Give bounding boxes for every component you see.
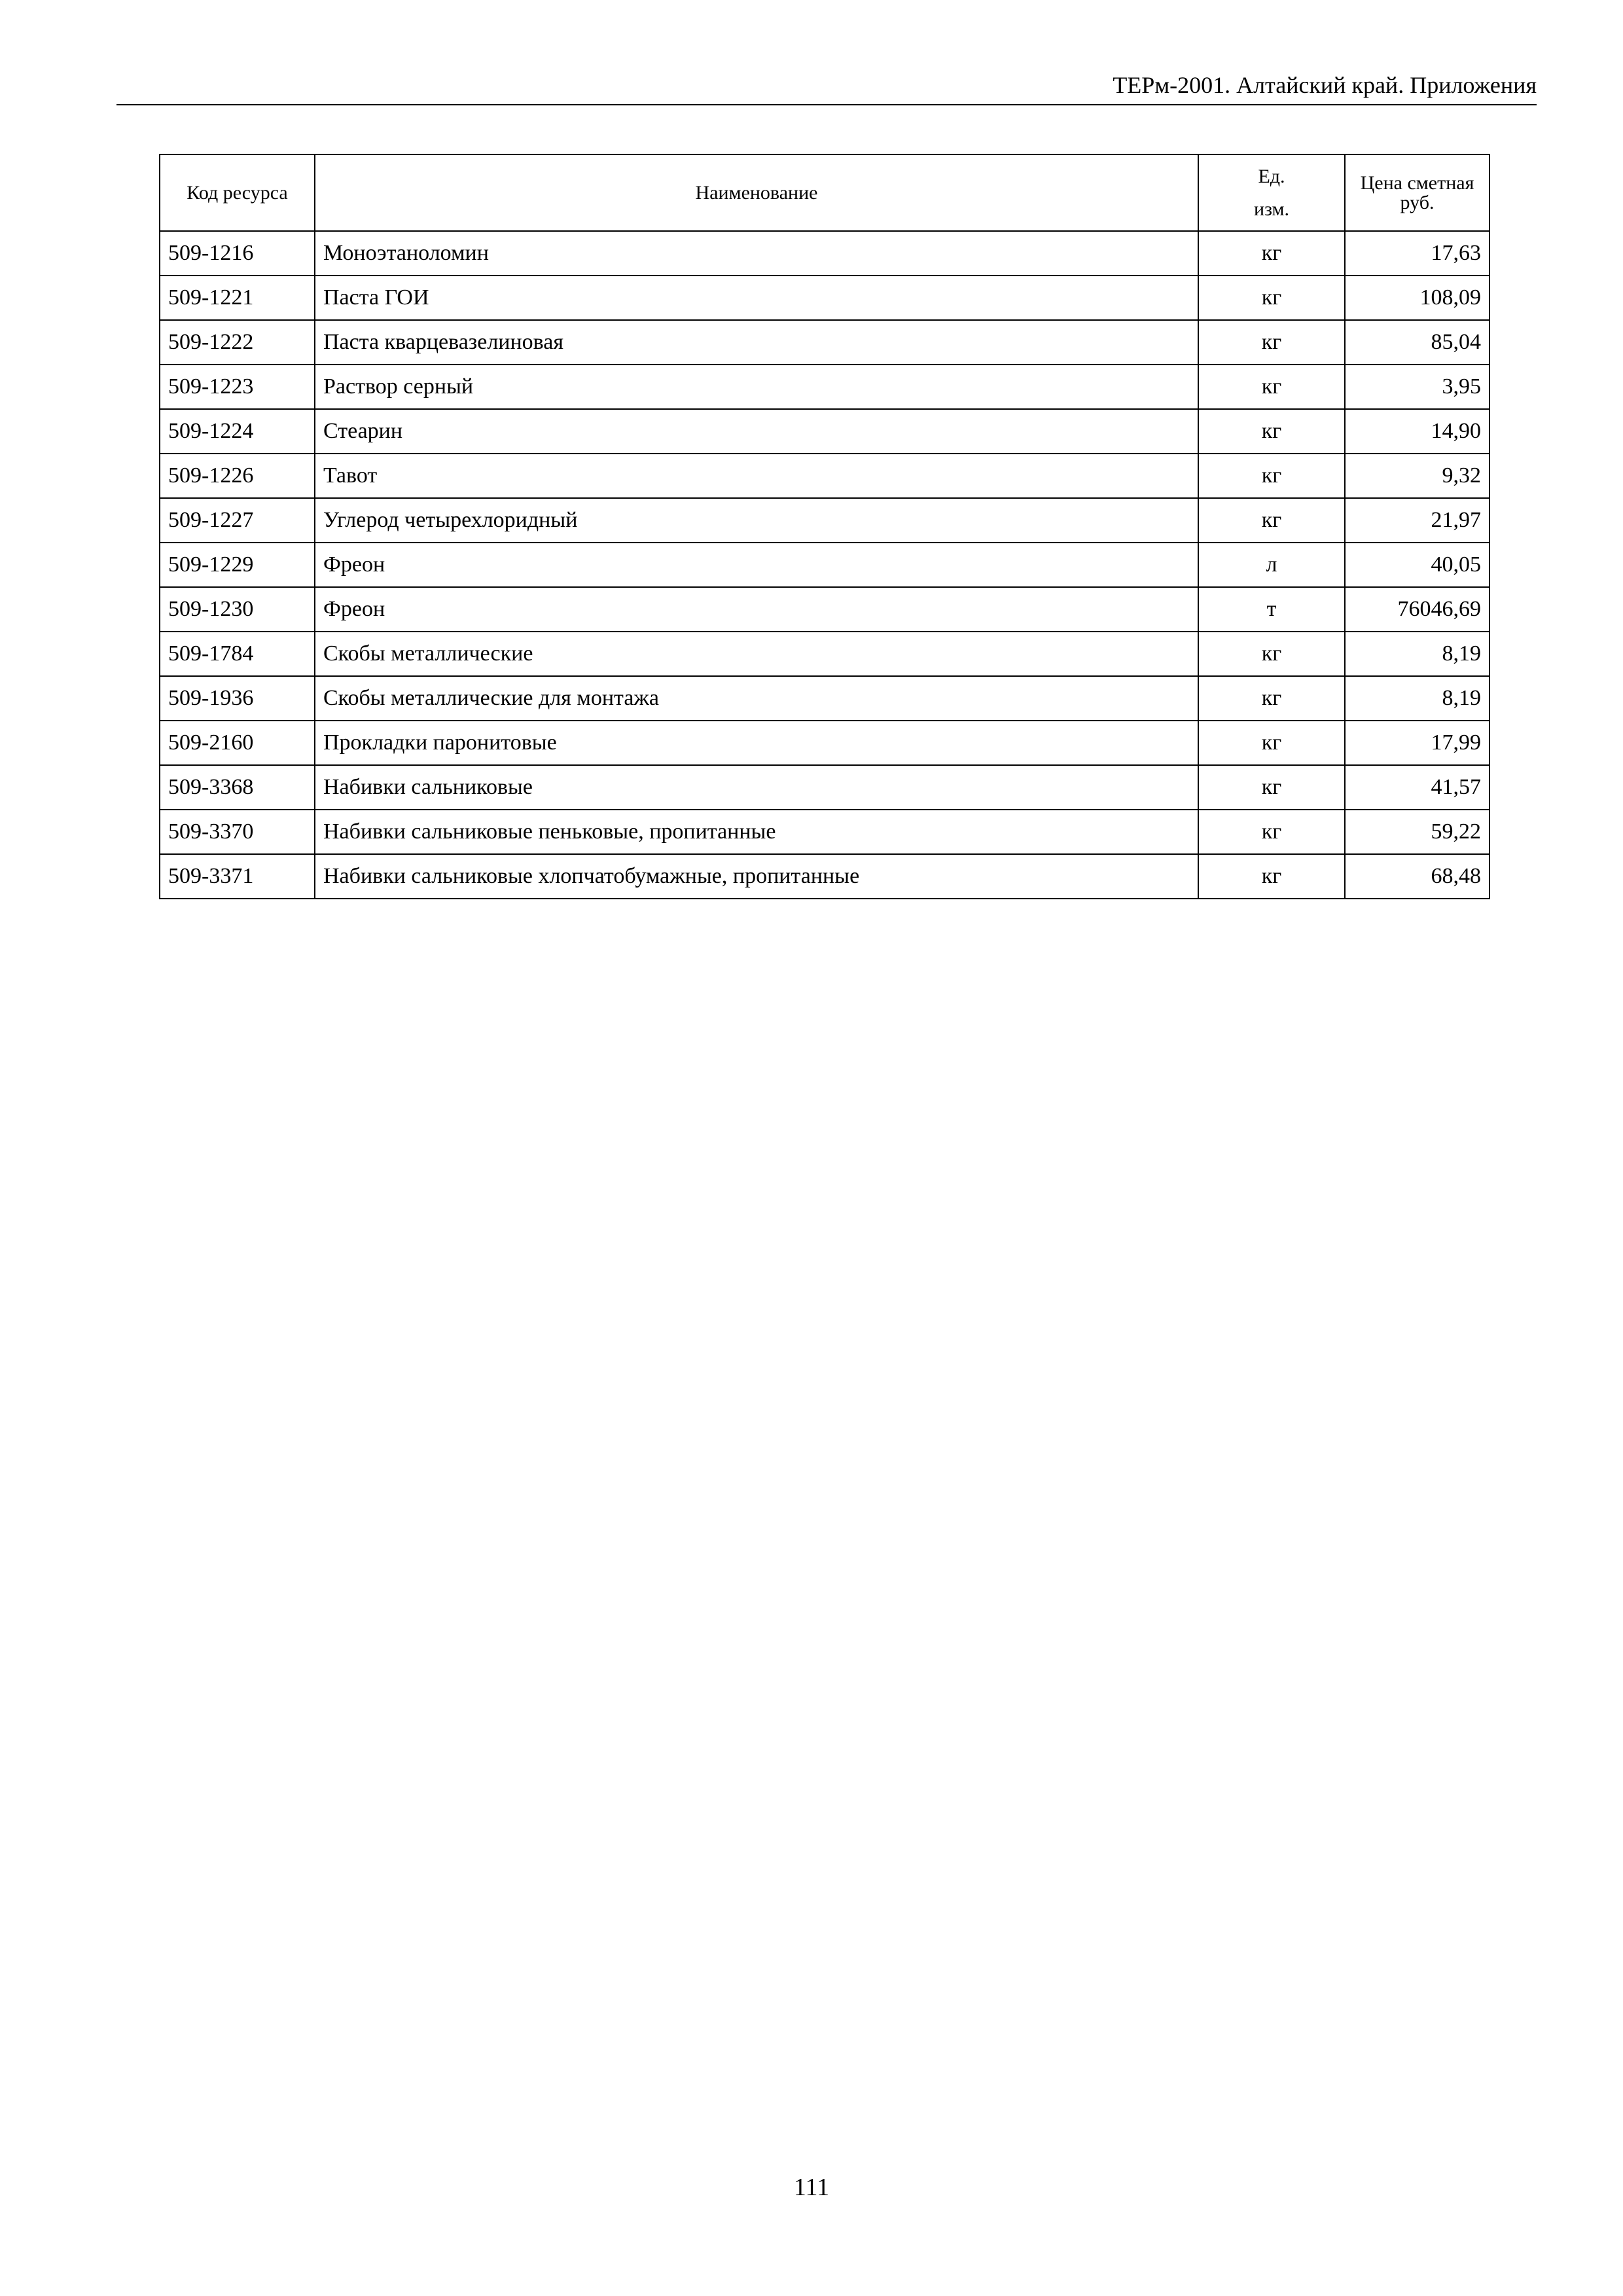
cell-name: Скобы металлические (315, 632, 1198, 676)
cell-code: 509-1227 (160, 498, 315, 543)
cell-code: 509-1216 (160, 231, 315, 276)
cell-code: 509-1223 (160, 365, 315, 409)
table-row (160, 498, 1489, 543)
cell-price: 68,48 (1345, 854, 1489, 899)
cell-name: Раствор серный (315, 365, 1198, 409)
table-row (160, 231, 1489, 276)
cell-price: 40,05 (1345, 543, 1489, 587)
resource-price-table (159, 154, 1490, 899)
cell-code: 509-1226 (160, 454, 315, 498)
cell-unit: кг (1198, 320, 1345, 365)
page-header-title: ТЕРм-2001. Алтайский край. Приложения (1113, 72, 1537, 98)
cell-price: 41,57 (1345, 765, 1489, 810)
table-row (160, 810, 1489, 854)
table-row (160, 721, 1489, 765)
table-row (160, 276, 1489, 320)
cell-price: 8,19 (1345, 632, 1489, 676)
table-row (160, 765, 1489, 810)
cell-unit: кг (1198, 365, 1345, 409)
cell-unit: кг (1198, 721, 1345, 765)
cell-name: Паста кварцевазелиновая (315, 320, 1198, 365)
cell-unit: кг (1198, 854, 1345, 899)
column-header-unit (1198, 154, 1345, 231)
cell-code: 509-3368 (160, 765, 315, 810)
cell-code: 509-1221 (160, 276, 315, 320)
column-header-code: Код ресурса (160, 154, 315, 231)
table-row (160, 320, 1489, 365)
table-row (160, 409, 1489, 454)
table-row (160, 454, 1489, 498)
cell-name: Набивки сальниковые пеньковые, пропитанные (315, 810, 1198, 854)
cell-code: 509-3370 (160, 810, 315, 854)
cell-code: 509-1230 (160, 587, 315, 632)
cell-price: 59,22 (1345, 810, 1489, 854)
cell-price: 108,09 (1345, 276, 1489, 320)
cell-unit: кг (1198, 276, 1345, 320)
cell-price: 17,63 (1345, 231, 1489, 276)
cell-price: 76046,69 (1345, 587, 1489, 632)
cell-name: Прокладки паронитовые (315, 721, 1198, 765)
cell-unit: кг (1198, 810, 1345, 854)
table-row (160, 632, 1489, 676)
cell-name: Тавот (315, 454, 1198, 498)
cell-unit: кг (1198, 632, 1345, 676)
cell-code: 509-3371 (160, 854, 315, 899)
cell-unit: кг (1198, 454, 1345, 498)
cell-price: 3,95 (1345, 365, 1489, 409)
cell-unit: кг (1198, 231, 1345, 276)
table-row (160, 543, 1489, 587)
column-header-unit-line1: Ед. (1258, 165, 1285, 187)
cell-unit: т (1198, 587, 1345, 632)
column-header-name: Наименование (315, 154, 1198, 231)
cell-code: 509-1784 (160, 632, 315, 676)
cell-name: Набивки сальниковые хлопчатобумажные, пропитанные (315, 854, 1198, 899)
page-number: 111 (793, 2174, 830, 2201)
cell-price: 14,90 (1345, 409, 1489, 454)
cell-code: 509-1224 (160, 409, 315, 454)
header-divider (116, 104, 1537, 105)
cell-name: Стеарин (315, 409, 1198, 454)
cell-price: 8,19 (1345, 676, 1489, 721)
table-row (160, 676, 1489, 721)
cell-code: 509-1222 (160, 320, 315, 365)
cell-unit: кг (1198, 765, 1345, 810)
cell-name: Паста ГОИ (315, 276, 1198, 320)
cell-price: 17,99 (1345, 721, 1489, 765)
column-header-unit-line2: изм. (1254, 198, 1289, 220)
cell-price: 9,32 (1345, 454, 1489, 498)
cell-name: Фреон (315, 543, 1198, 587)
table-row (160, 587, 1489, 632)
table-row (160, 365, 1489, 409)
cell-code: 509-1936 (160, 676, 315, 721)
column-header-price (1345, 154, 1489, 231)
cell-code: 509-1229 (160, 543, 315, 587)
table-row (160, 854, 1489, 899)
cell-price: 21,97 (1345, 498, 1489, 543)
cell-code: 509-2160 (160, 721, 315, 765)
cell-name: Углерод четырехлоридный (315, 498, 1198, 543)
cell-name: Моноэтаноломин (315, 231, 1198, 276)
cell-unit: кг (1198, 409, 1345, 454)
cell-unit: кг (1198, 498, 1345, 543)
column-header-price-line2: руб. (1400, 191, 1435, 213)
cell-name: Фреон (315, 587, 1198, 632)
table-header-row (160, 154, 1489, 231)
cell-price: 85,04 (1345, 320, 1489, 365)
cell-name: Набивки сальниковые (315, 765, 1198, 810)
cell-unit: кг (1198, 676, 1345, 721)
column-header-price-line1: Цена сметная (1360, 171, 1474, 194)
cell-unit: л (1198, 543, 1345, 587)
cell-name: Скобы металлические для монтажа (315, 676, 1198, 721)
